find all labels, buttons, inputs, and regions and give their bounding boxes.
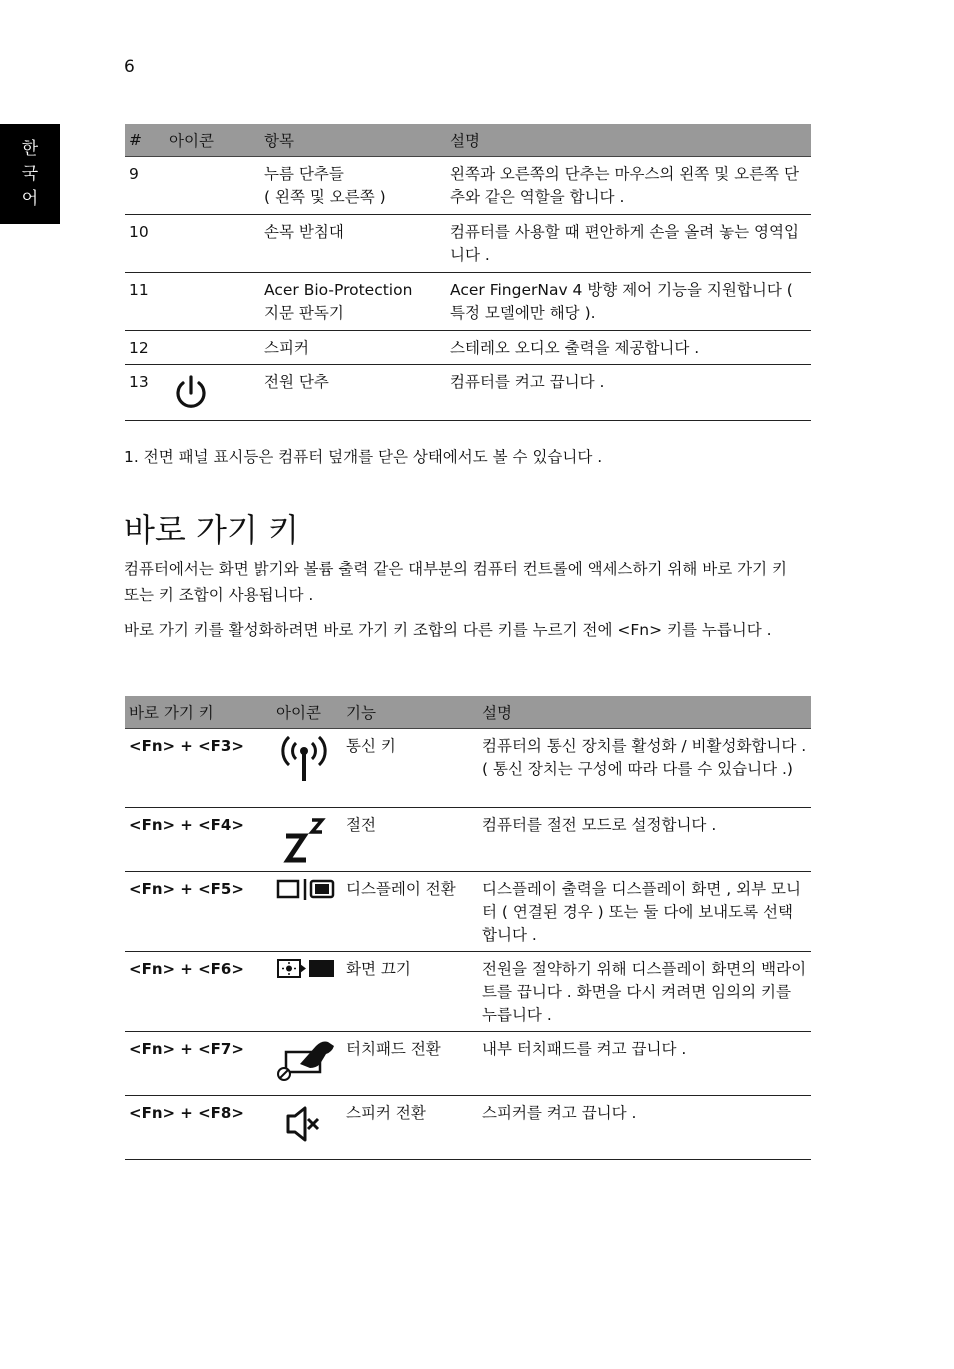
table-row (125, 157, 811, 215)
hotkey-function: 디스플레이 전환 (342, 872, 478, 952)
row-description: 컴퓨터를 사용할 때 편안하게 손을 올려 놓는 영역입니다 . (446, 215, 811, 273)
row-number: 11 (125, 273, 165, 331)
hotkey-combo: <Fn> + <F6> (125, 952, 272, 1032)
hotkey-combo: <Fn> + <F8> (125, 1096, 272, 1160)
language-tab-char: 국 (21, 163, 39, 184)
hotkey-description: 컴퓨터를 절전 모드로 설정합니다 . (478, 808, 811, 872)
table-row (125, 1096, 811, 1160)
header-description: 설명 (446, 124, 811, 157)
header-number: # (125, 124, 165, 157)
table-row (125, 808, 811, 872)
table-row (125, 729, 811, 808)
row-description: 스테레오 오디오 출력을 제공합니다 . (446, 331, 811, 365)
speaker-mute-icon (276, 1102, 332, 1146)
row-item: 손목 받침대 (260, 215, 446, 273)
screen-off-icon (276, 958, 336, 980)
row-icon (272, 1032, 342, 1096)
row-icon (272, 808, 342, 872)
row-icon (165, 273, 260, 331)
hotkey-table (125, 696, 811, 1160)
hotkey-function: 화면 끄기 (342, 952, 478, 1032)
table-header-row (125, 696, 811, 729)
row-description: 왼쪽과 오른쪽의 단추는 마우스의 왼쪽 및 오른쪽 단추와 같은 역할을 합니다 . (446, 157, 811, 215)
row-item-line: 지문 판독기 (264, 304, 344, 322)
hotkey-combo: <Fn> + <F3> (125, 729, 272, 808)
row-description: 컴퓨터를 켜고 끕니다 . (446, 365, 811, 421)
header-function: 기능 (342, 696, 478, 729)
hotkey-function: 터치패드 전환 (342, 1032, 478, 1096)
row-icon (165, 215, 260, 273)
header-hotkey: 바로 가기 키 (125, 696, 272, 729)
table-row (125, 1032, 811, 1096)
touchpad-toggle-icon (276, 1038, 338, 1082)
language-tab-char: 한 (21, 138, 39, 159)
row-number: 12 (125, 331, 165, 365)
row-icon (272, 1096, 342, 1160)
row-icon (165, 331, 260, 365)
page-number: 6 (124, 57, 135, 77)
table-header-row (125, 124, 811, 157)
row-item-line: ( 왼쪽 및 오른쪽 ) (264, 188, 386, 206)
header-icon: 아이콘 (272, 696, 342, 729)
table-row (125, 365, 811, 421)
row-icon (272, 872, 342, 952)
hotkey-description: 컴퓨터의 통신 장치를 활성화 / 비활성화합니다 . ( 통신 장치는 구성에 따라 다를 수 있습니다 .) (478, 729, 811, 808)
instruction-paragraph: 바로 가기 키를 활성화하려면 바로 가기 키 조합의 다른 키를 누르기 전에 <Fn> 키를 누릅니다 . (124, 621, 772, 639)
row-number: 13 (125, 365, 165, 421)
header-item: 항목 (260, 124, 446, 157)
row-item-line: 누름 단추들 (264, 165, 344, 183)
section-title: 바로 가기 키 (124, 511, 299, 549)
row-icon (272, 729, 342, 808)
hotkey-description: 스피커를 켜고 끕니다 . (478, 1096, 811, 1160)
table-row (125, 872, 811, 952)
display-toggle-icon (276, 878, 336, 902)
language-tab (0, 124, 60, 224)
hotkey-description: 전원을 절약하기 위해 디스플레이 화면의 백라이트를 끕니다 . 화면을 다시 켜려면 임의의 키를 누릅니다 . (478, 952, 811, 1032)
header-icon: 아이콘 (165, 124, 260, 157)
parts-table (125, 124, 811, 421)
table-row (125, 331, 811, 365)
hotkey-combo: <Fn> + <F4> (125, 808, 272, 872)
row-item: 전원 단추 (260, 365, 446, 421)
row-item (260, 157, 446, 215)
row-icon (165, 365, 260, 421)
hotkey-function: 통신 키 (342, 729, 478, 808)
intro-paragraph: 컴퓨터에서는 화면 밝기와 볼륨 출력 같은 대부분의 컴퓨터 컨트롤에 액세스하기 위해 바로 가기 키 또는 키 조합이 사용됩니다 . (124, 560, 787, 604)
header-description: 설명 (478, 696, 811, 729)
row-number: 9 (125, 157, 165, 215)
hotkey-combo: <Fn> + <F5> (125, 872, 272, 952)
hotkey-function: 절전 (342, 808, 478, 872)
footnote: 1. 전면 패널 표시등은 컴퓨터 덮개를 닫은 상태에서도 볼 수 있습니다 . (124, 448, 603, 466)
language-tab-char: 어 (21, 188, 39, 209)
row-description: Acer FingerNav 4 방향 제어 기능을 지원합니다 ( 특정 모델에만 해당 ). (446, 273, 811, 331)
row-number: 10 (125, 215, 165, 273)
row-item-line: Acer Bio-Protection (264, 281, 413, 299)
hotkey-function: 스피커 전환 (342, 1096, 478, 1160)
hotkey-description: 내부 터치패드를 켜고 끕니다 . (478, 1032, 811, 1096)
table-row (125, 952, 811, 1032)
sleep-zz-icon (276, 814, 332, 866)
table-row (125, 215, 811, 273)
table-row (125, 273, 811, 331)
row-item (260, 273, 446, 331)
row-icon (165, 157, 260, 215)
hotkey-description: 디스플레이 출력을 디스플레이 화면 , 외부 모니터 ( 연결된 경우 ) 또는 둘 다에 보내도록 선택합니다 . (478, 872, 811, 952)
wireless-antenna-icon (276, 735, 332, 783)
power-icon (169, 371, 213, 415)
row-icon (272, 952, 342, 1032)
row-item: 스피커 (260, 331, 446, 365)
hotkey-combo: <Fn> + <F7> (125, 1032, 272, 1096)
